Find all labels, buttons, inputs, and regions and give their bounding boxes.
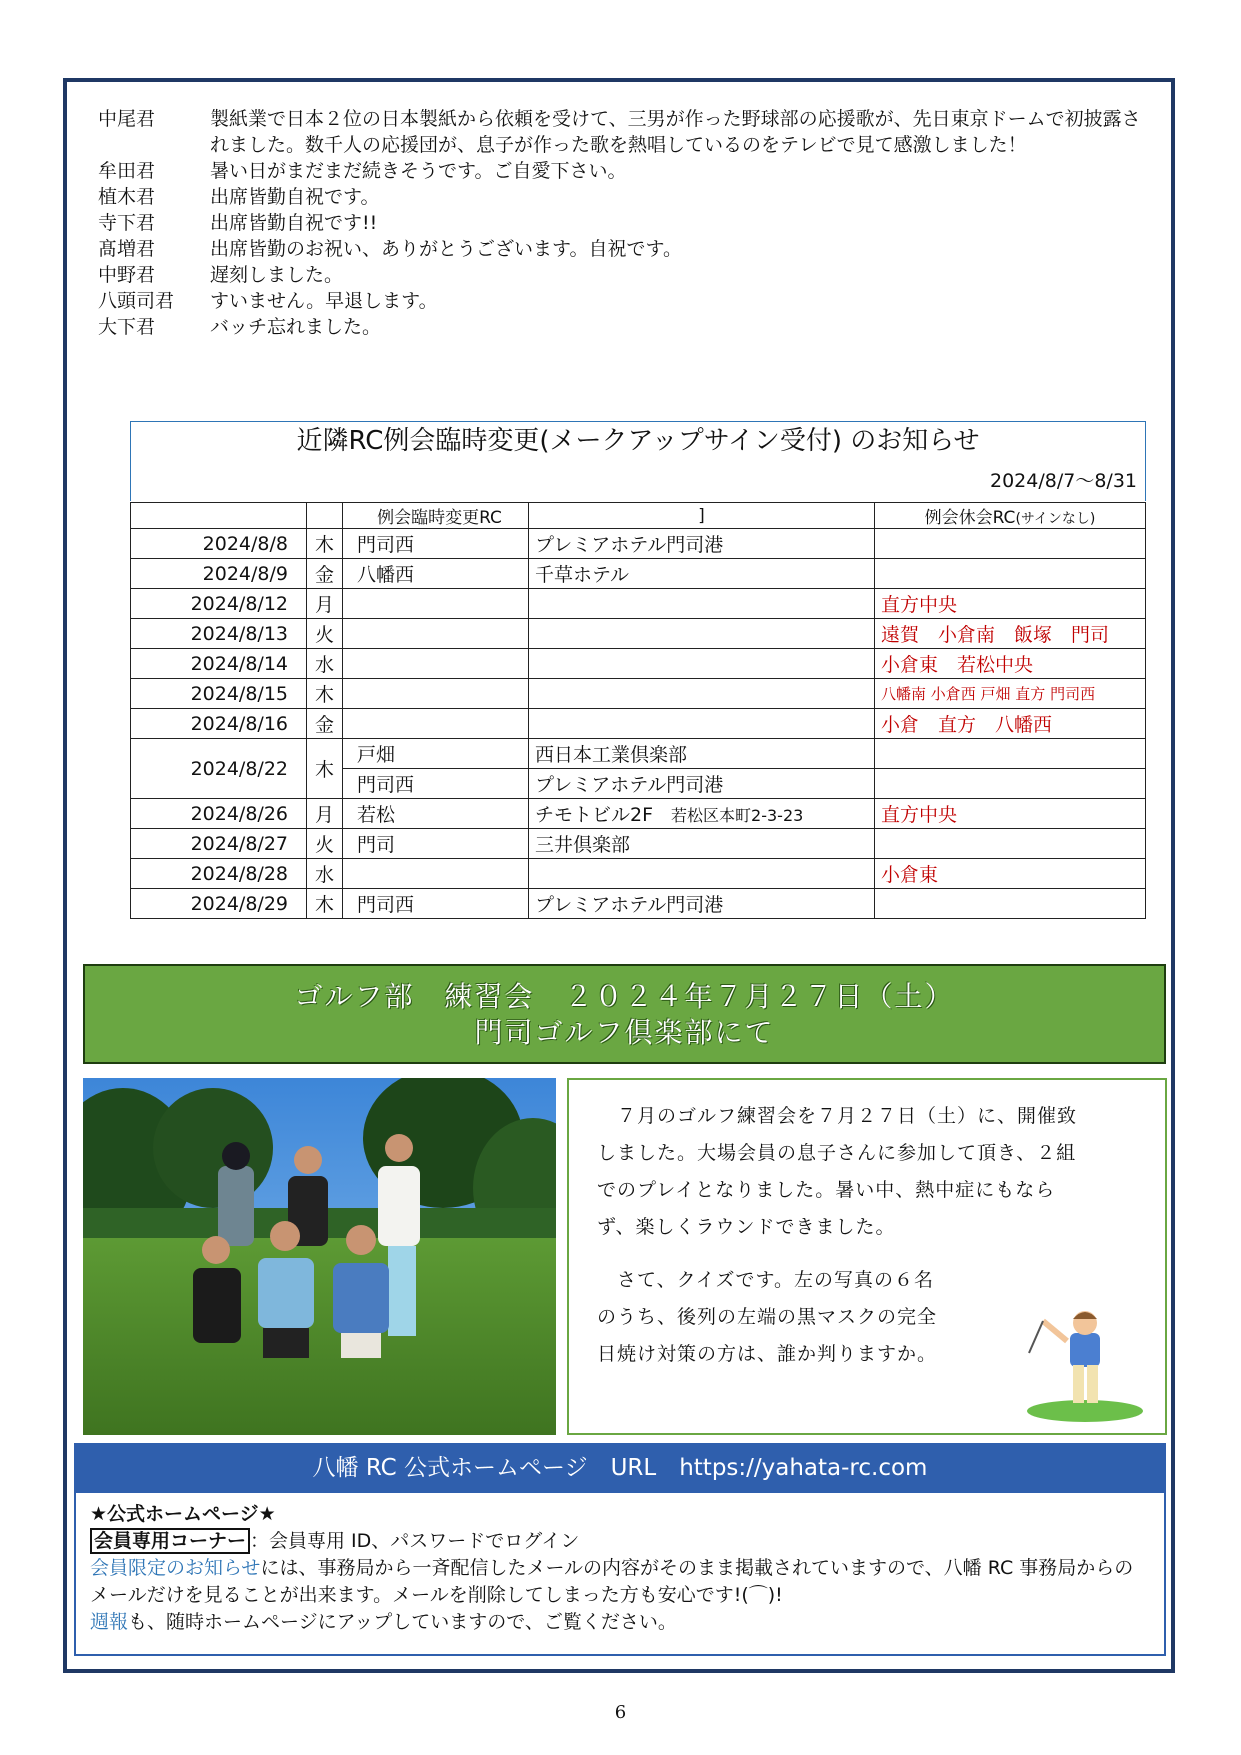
table-row <box>131 889 1146 919</box>
header-closed <box>875 503 1146 529</box>
report-line: しました。大場会員の息子さんに参加して頂き、２組 <box>597 1142 1077 1164</box>
table-row <box>131 829 1146 859</box>
member-name: 中尾君 <box>98 108 156 130</box>
row-venue <box>529 709 875 739</box>
weekly-report-text: も、随時ホームページにアップしていますので、ご覧ください。 <box>128 1611 677 1633</box>
row-changed-club <box>343 619 529 649</box>
venue-name: プレミアホテル門司港 <box>535 894 724 916</box>
message-text: バッチ忘れました。 <box>210 316 382 338</box>
message-row <box>98 106 1148 158</box>
row-weekday: 金 <box>307 709 343 739</box>
row-closed-clubs: 直方中央 <box>875 589 1146 619</box>
row-venue <box>529 889 875 919</box>
golf-report <box>567 1078 1167 1435</box>
row-weekday: 木 <box>307 889 343 919</box>
row-closed-clubs: 小倉東 若松中央 <box>875 649 1146 679</box>
notice-date-range: 2024/8/7〜8/31 <box>990 470 1137 492</box>
message-text: すいません。早退します。 <box>210 290 438 312</box>
table-row <box>131 559 1146 589</box>
table-header-row <box>131 503 1146 529</box>
row-date: 2024/8/9 <box>131 559 307 589</box>
message-text: 遅刻しました。 <box>210 264 344 286</box>
row-closed-clubs <box>875 529 1146 559</box>
row-date: 2024/8/16 <box>131 709 307 739</box>
row-changed-club <box>343 649 529 679</box>
row-changed-club: 門司 <box>343 829 529 859</box>
row-date: 2024/8/13 <box>131 619 307 649</box>
row-closed-clubs: 小倉 直方 八幡西 <box>875 709 1146 739</box>
row-weekday: 火 <box>307 619 343 649</box>
header-closed-note: (サインなし) <box>1015 511 1096 527</box>
golfer-illustration <box>1025 1283 1145 1423</box>
weekly-report-line <box>90 1609 1150 1636</box>
row-changed-club <box>343 859 529 889</box>
row-closed-clubs <box>875 559 1146 589</box>
row-venue <box>529 529 875 559</box>
row-weekday: 火 <box>307 829 343 859</box>
row-venue <box>529 679 875 709</box>
message-row <box>98 158 1148 184</box>
member-name: 八頭司君 <box>98 290 175 312</box>
member-notice-line <box>90 1555 1150 1609</box>
weekly-report-label: 週報 <box>90 1611 129 1633</box>
row-venue <box>529 619 875 649</box>
venue-name: プレミアホテル門司港 <box>535 534 724 556</box>
row-venue <box>529 859 875 889</box>
row-weekday: 金 <box>307 559 343 589</box>
row-date: 2024/8/28 <box>131 859 307 889</box>
member-name: 中野君 <box>98 264 156 286</box>
row-closed-clubs <box>875 889 1146 919</box>
notice-title: 近隣RC例会臨時変更(メークアップサイン受付) のお知らせ <box>296 426 980 456</box>
row-date: 2024/8/29 <box>131 889 307 919</box>
row-weekday: 月 <box>307 799 343 829</box>
member-name: 髙増君 <box>98 238 156 260</box>
member-messages <box>98 106 1148 340</box>
row-date: 2024/8/14 <box>131 649 307 679</box>
message-row <box>98 262 1148 288</box>
row-weekday: 木 <box>307 679 343 709</box>
table-row <box>131 679 1146 709</box>
page-number: 6 <box>614 1702 627 1723</box>
member-name: 植木君 <box>98 186 156 208</box>
row-changed-club: 戸畑 <box>343 739 529 769</box>
message-row <box>98 184 1148 210</box>
row-weekday: 水 <box>307 649 343 679</box>
row-closed-clubs <box>875 769 1146 799</box>
venue-address: 若松区本町2-3-23 <box>671 806 804 825</box>
report-line: のうち、後列の左端の黒マスクの完全 <box>597 1306 938 1328</box>
row-changed-club <box>343 709 529 739</box>
row-changed-club <box>343 589 529 619</box>
report-line: でのプレイとなりました。暑い中、熱中症にもなら <box>597 1179 1056 1201</box>
row-changed-club: 門司西 <box>343 889 529 919</box>
table-row <box>131 739 1146 769</box>
message-text: 出席皆勤自祝です。 <box>210 186 380 208</box>
table-row <box>131 859 1146 889</box>
header-changed: 例会臨時変更RC <box>343 503 529 529</box>
row-changed-club: 八幡西 <box>343 559 529 589</box>
member-name: 寺下君 <box>98 212 156 234</box>
table-row <box>131 709 1146 739</box>
row-date: 2024/8/22 <box>131 739 307 799</box>
table-row <box>131 649 1146 679</box>
report-line: ７月のゴルフ練習会を７月２７日（土）に、開催致 <box>597 1105 1078 1127</box>
row-closed-clubs <box>875 739 1146 769</box>
message-row <box>98 236 1148 262</box>
members-corner-label: 会員専用コーナー <box>90 1528 250 1554</box>
row-weekday: 月 <box>307 589 343 619</box>
message-text: 出席皆勤自祝です!! <box>210 212 378 234</box>
row-venue <box>529 799 875 829</box>
report-line: さて、クイズです。左の写真の６名 <box>597 1269 934 1291</box>
row-closed-clubs <box>875 829 1146 859</box>
row-venue <box>529 829 875 859</box>
venue-name: 西日本工業倶楽部 <box>535 744 688 766</box>
members-corner-text: ：会員専用 ID、パスワードでログイン <box>250 1530 580 1552</box>
homepage-heading: ★公式ホームページ★ <box>90 1503 276 1525</box>
message-row <box>98 210 1148 236</box>
row-date: 2024/8/26 <box>131 799 307 829</box>
row-date: 2024/8/8 <box>131 529 307 559</box>
golf-banner <box>83 964 1166 1064</box>
row-weekday: 水 <box>307 859 343 889</box>
table-row <box>131 799 1146 829</box>
row-closed-clubs: 直方中央 <box>875 799 1146 829</box>
row-venue <box>529 649 875 679</box>
golf-title-line2: 門司ゴルフ倶楽部にて <box>474 1016 775 1049</box>
homepage-info-box <box>74 1493 1166 1656</box>
row-weekday: 木 <box>307 529 343 559</box>
member-name: 牟田君 <box>98 160 156 182</box>
row-closed-clubs: 八幡南 小倉西 戸畑 直方 門司西 <box>875 679 1146 709</box>
row-venue: プレミアホテル門司港 <box>529 769 875 799</box>
homepage-url-bar: 八幡 RC 公式ホームページ URL https://yahata-rc.com <box>74 1443 1166 1493</box>
message-row <box>98 314 1148 340</box>
member-name: 大下君 <box>98 316 156 338</box>
report-line: ず、楽しくラウンドできました。 <box>597 1216 896 1238</box>
message-text: 暑い日がまだまだ続きそうです。ご自愛下さい。 <box>210 160 627 182</box>
row-closed-clubs: 小倉東 <box>875 859 1146 889</box>
schedule-table <box>130 502 1146 919</box>
message-row <box>98 288 1148 314</box>
members-corner-line <box>90 1528 1150 1555</box>
row-changed-club <box>343 679 529 709</box>
table-row <box>131 589 1146 619</box>
report-line: 日焼け対策の方は、誰か判りますか。 <box>597 1343 938 1365</box>
row-venue <box>529 739 875 769</box>
message-text: 製紙業で日本２位の日本製紙から依頼を受けて、三男が作った野球部の応援歌が、先日東京ドームで初披露されました。数千人の応援団が、息子が作った歌を熱唱しているのをテレビで見て感激しました！ <box>210 108 1141 156</box>
member-notice-label: 会員限定のお知らせ <box>90 1557 261 1579</box>
golf-title-line1: ゴルフ部 練習会 ２０２４年７月２７日（土） <box>294 980 955 1013</box>
member-notice-text: には、事務局から一斉配信したメールの内容がそのまま掲載されていますので、八幡 RC 事務局からのメールだけを見ることが出来ます。メールを削除してしまった方も安心です!(⌒)! <box>90 1557 1134 1606</box>
header-closed-label: 例会休会RC <box>924 508 1016 528</box>
row-venue <box>529 559 875 589</box>
row-venue <box>529 589 875 619</box>
table-row <box>131 529 1146 559</box>
row-weekday: 木 <box>307 739 343 799</box>
row-date: 2024/8/12 <box>131 589 307 619</box>
header-venue: ] <box>529 503 875 529</box>
row-date: 2024/8/15 <box>131 679 307 709</box>
row-closed-clubs: 遠賀 小倉南 飯塚 門司 <box>875 619 1146 649</box>
row-changed-club: 門司西 <box>343 769 529 799</box>
row-date: 2024/8/27 <box>131 829 307 859</box>
row-changed-club: 門司西 <box>343 529 529 559</box>
header-dow <box>307 503 343 529</box>
header-date <box>131 503 307 529</box>
venue-name: チモトビル2F <box>535 804 654 826</box>
table-row <box>131 619 1146 649</box>
row-changed-club: 若松 <box>343 799 529 829</box>
venue-name: 三井倶楽部 <box>535 834 631 856</box>
message-text: 出席皆勤のお祝い、ありがとうございます。自祝です。 <box>210 238 682 260</box>
venue-name: 千草ホテル <box>535 564 630 586</box>
golf-group-photo <box>83 1078 556 1435</box>
